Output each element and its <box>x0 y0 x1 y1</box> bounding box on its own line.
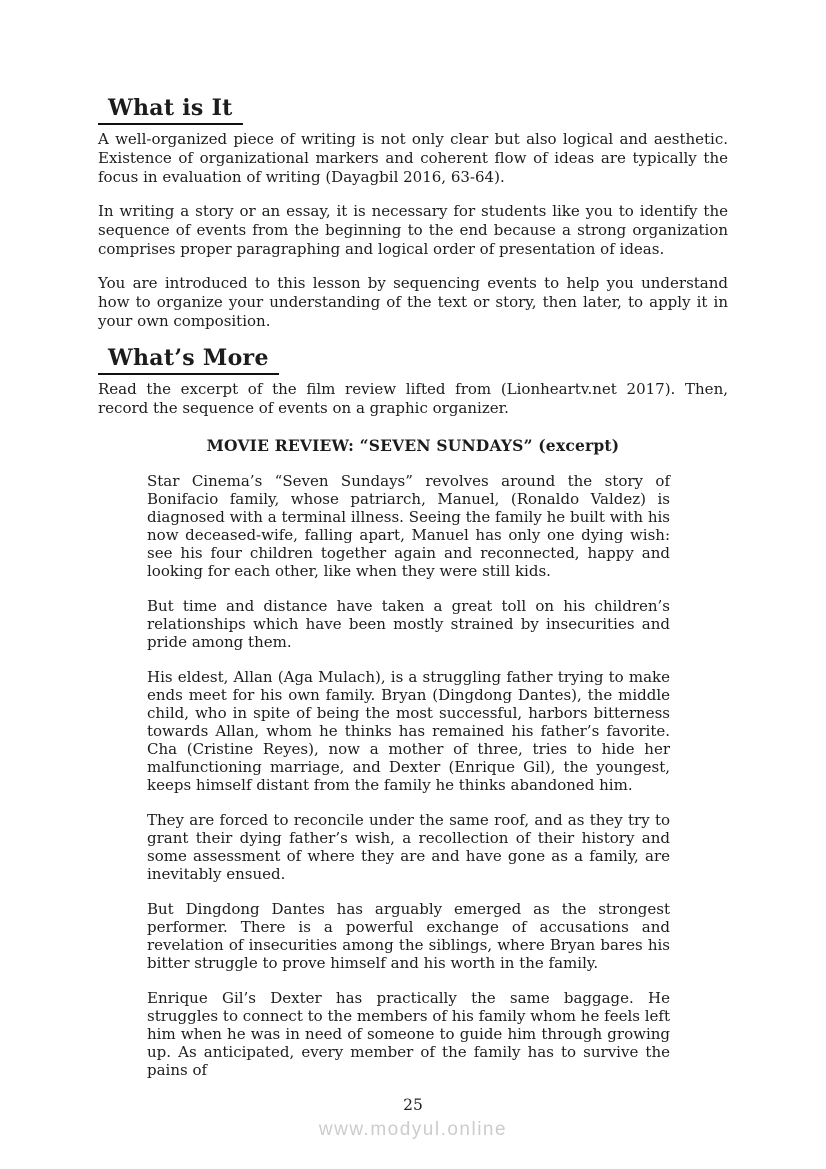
excerpt-paragraph-5: But Dingdong Dantes has arguably emerged as the strongest performer. There is a powerful exchange of accusations and revelation of insecurities among the siblings, where Bryan bares his bitter struggle to prove himself and his worth in the family. <box>147 900 670 972</box>
what-is-it-paragraph-3: You are introduced to this lesson by sequencing events to help you understand how to organize your understanding of the text or story, then later, to apply it in your own composition. <box>98 274 728 330</box>
page-number: 25 <box>403 1096 423 1114</box>
page-footer <box>0 1096 826 1141</box>
excerpt-paragraph-6: Enrique Gil’s Dexter has practically the same baggage. He struggles to connect to the members of his family whom he feels left him when he was in need of someone to guide him through growing up. As anticipated, every member of the family has to survive the pains of <box>147 989 670 1079</box>
section-heading-whats-more <box>98 344 728 375</box>
what-is-it-paragraph-2: In writing a story or an essay, it is necessary for students like you to identify the sequence of events from the beginning to the end because a strong organization comprises proper paragraphing and logical order of presentation of ideas. <box>98 202 728 258</box>
section-heading-what-is-it <box>98 94 728 125</box>
section-heading-what-is-it-text: What is It <box>98 94 243 125</box>
what-is-it-paragraph-1: A well-organized piece of writing is not only clear but also logical and aesthetic. Existence of organizational markers and coherent flow of ideas are typically the focus in evaluation of writing (Dayagbil 2016, 63-64). <box>98 130 728 186</box>
excerpt-paragraph-3: His eldest, Allan (Aga Mulach), is a struggling father trying to make ends meet for his own family. Bryan (Dingdong Dantes), the middle child, who in spite of being the most successful, harbors bitterness towards Allan, whom he thinks has remained his father’s favorite. Cha (Cristine Reyes), now a mother of three, tries to hide her malfunctioning marriage, and Dexter (Enrique Gil), the youngest, keeps himself distant from the family he thinks abandoned him. <box>147 668 670 794</box>
section-heading-whats-more-text: What’s More <box>98 344 279 375</box>
excerpt-paragraph-2: But time and distance have taken a great toll on his children’s relationships which have been mostly strained by insecurities and pride among them. <box>147 597 670 651</box>
movie-review-excerpt-title: MOVIE REVIEW: “SEVEN SUNDAYS” (excerpt) <box>206 436 620 455</box>
page-content <box>98 94 728 1096</box>
excerpt-paragraph-1: Star Cinema’s “Seven Sundays” revolves around the story of Bonifacio family, whose patriarch, Manuel, (Ronaldo Valdez) is diagnosed with a terminal illness. Seeing the family he built with his now deceased-wife, falling apart, Manuel has only one dying wish: see his four children together again and reconnected, happy and looking for each other, like when they were still kids. <box>147 472 670 580</box>
whats-more-intro-paragraph: Read the excerpt of the film review lifted from (Lionheartv.net 2017). Then, record the sequence of events on a graphic organizer. <box>98 380 728 417</box>
excerpt-paragraph-4: They are forced to reconcile under the same roof, and as they try to grant their dying father’s wish, a recollection of their history and some assessment of where they are and have gone as a family, are inevitably ensued. <box>147 811 670 883</box>
movie-review-excerpt <box>147 472 670 1079</box>
watermark: www.modyul.online <box>318 1119 508 1140</box>
